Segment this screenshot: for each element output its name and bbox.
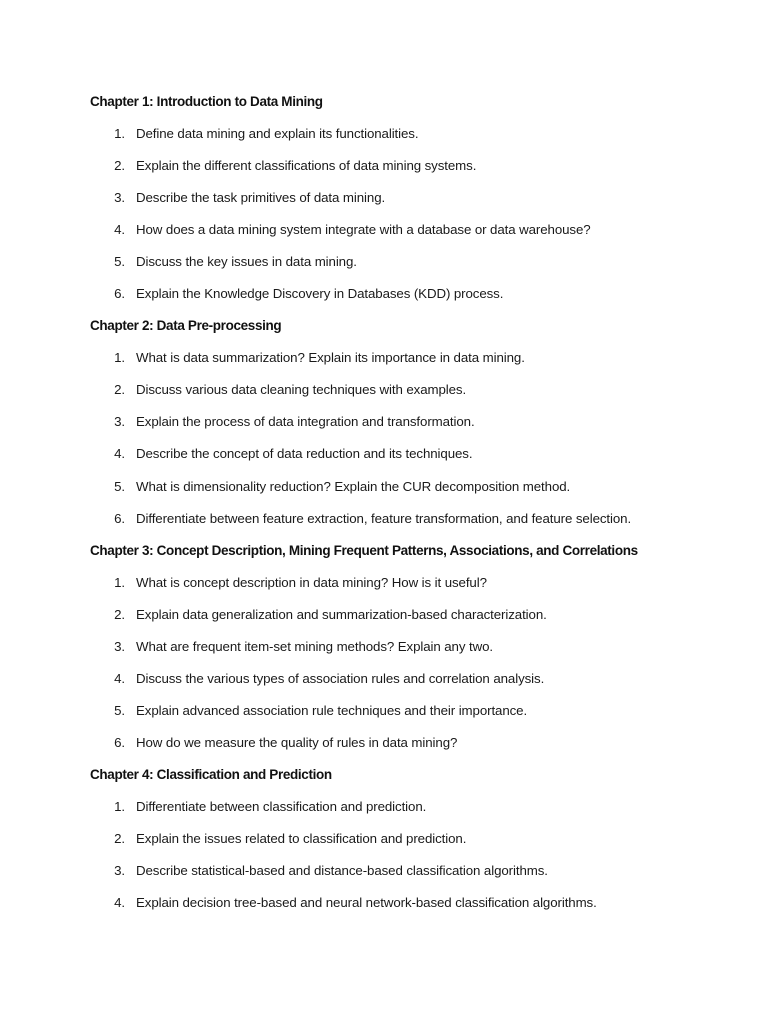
list-item-text: Explain the issues related to classification and prediction. xyxy=(136,831,467,846)
list-item-text: Define data mining and explain its functionalities. xyxy=(136,126,419,141)
list-item-number: 4. xyxy=(114,446,125,461)
list-item-number: 6. xyxy=(114,735,125,750)
list-item-text: What is concept description in data mining? How is it useful? xyxy=(136,575,487,590)
list-item-number: 3. xyxy=(114,190,125,205)
list-item-text: Explain the Knowledge Discovery in Databases (KDD) process. xyxy=(136,286,504,301)
list-item-number: 4. xyxy=(114,895,125,910)
chapter-2-heading: Chapter 2: Data Pre-processing xyxy=(90,318,282,333)
chapter-3-heading: Chapter 3: Concept Description, Mining Frequent Patterns, Associations, and Correlations xyxy=(90,543,638,558)
list-item-text: What is dimensionality reduction? Explain the CUR decomposition method. xyxy=(136,479,571,494)
list-item-text: Discuss the various types of association rules and correlation analysis. xyxy=(136,671,545,686)
list-item-number: 6. xyxy=(114,511,125,526)
list-item-number: 1. xyxy=(114,575,125,590)
list-item-text: Discuss various data cleaning techniques with examples. xyxy=(136,382,467,397)
list-item-text: Describe the task primitives of data mining. xyxy=(136,190,386,205)
list-item-number: 3. xyxy=(114,639,125,654)
list-item-number: 2. xyxy=(114,607,125,622)
list-item-number: 2. xyxy=(114,831,125,846)
list-item-text: Discuss the key issues in data mining. xyxy=(136,254,357,269)
list-item-number: 5. xyxy=(114,703,125,718)
list-item-number: 1. xyxy=(114,799,125,814)
list-item-number: 1. xyxy=(114,126,125,141)
list-item-text: Describe the concept of data reduction and its techniques. xyxy=(136,446,473,461)
list-item-text: Explain the different classifications of data mining systems. xyxy=(136,158,477,173)
list-item-number: 5. xyxy=(114,254,125,269)
list-item-text: Differentiate between feature extraction, feature transformation, and feature selection. xyxy=(136,511,632,526)
list-item-number: 3. xyxy=(114,863,125,878)
list-item-text: Explain data generalization and summarization-based characterization. xyxy=(136,607,547,622)
list-item-text: Explain decision tree-based and neural network-based classification algorithms. xyxy=(136,895,597,910)
list-item-text: What are frequent item-set mining methods? Explain any two. xyxy=(136,639,493,654)
list-item-number: 4. xyxy=(114,222,125,237)
list-item-number: 3. xyxy=(114,414,125,429)
list-item-text: Differentiate between classification and prediction. xyxy=(136,799,427,814)
list-item-text: How does a data mining system integrate with a database or data warehouse? xyxy=(136,222,591,237)
list-item-text: What is data summarization? Explain its importance in data mining. xyxy=(136,350,525,365)
list-item-text: Explain the process of data integration and transformation. xyxy=(136,414,475,429)
list-item-number: 2. xyxy=(114,158,125,173)
list-item-number: 4. xyxy=(114,671,125,686)
list-item-number: 1. xyxy=(114,350,125,365)
chapter-1-heading: Chapter 1: Introduction to Data Mining xyxy=(90,94,323,109)
list-item-number: 6. xyxy=(114,286,125,301)
list-item-text: Describe statistical-based and distance-based classification algorithms. xyxy=(136,863,548,878)
list-item-number: 5. xyxy=(114,479,125,494)
list-item-text: How do we measure the quality of rules in data mining? xyxy=(136,735,458,750)
chapter-4-heading: Chapter 4: Classification and Prediction xyxy=(90,767,332,782)
list-item-number: 2. xyxy=(114,382,125,397)
list-item-text: Explain advanced association rule techniques and their importance. xyxy=(136,703,528,718)
